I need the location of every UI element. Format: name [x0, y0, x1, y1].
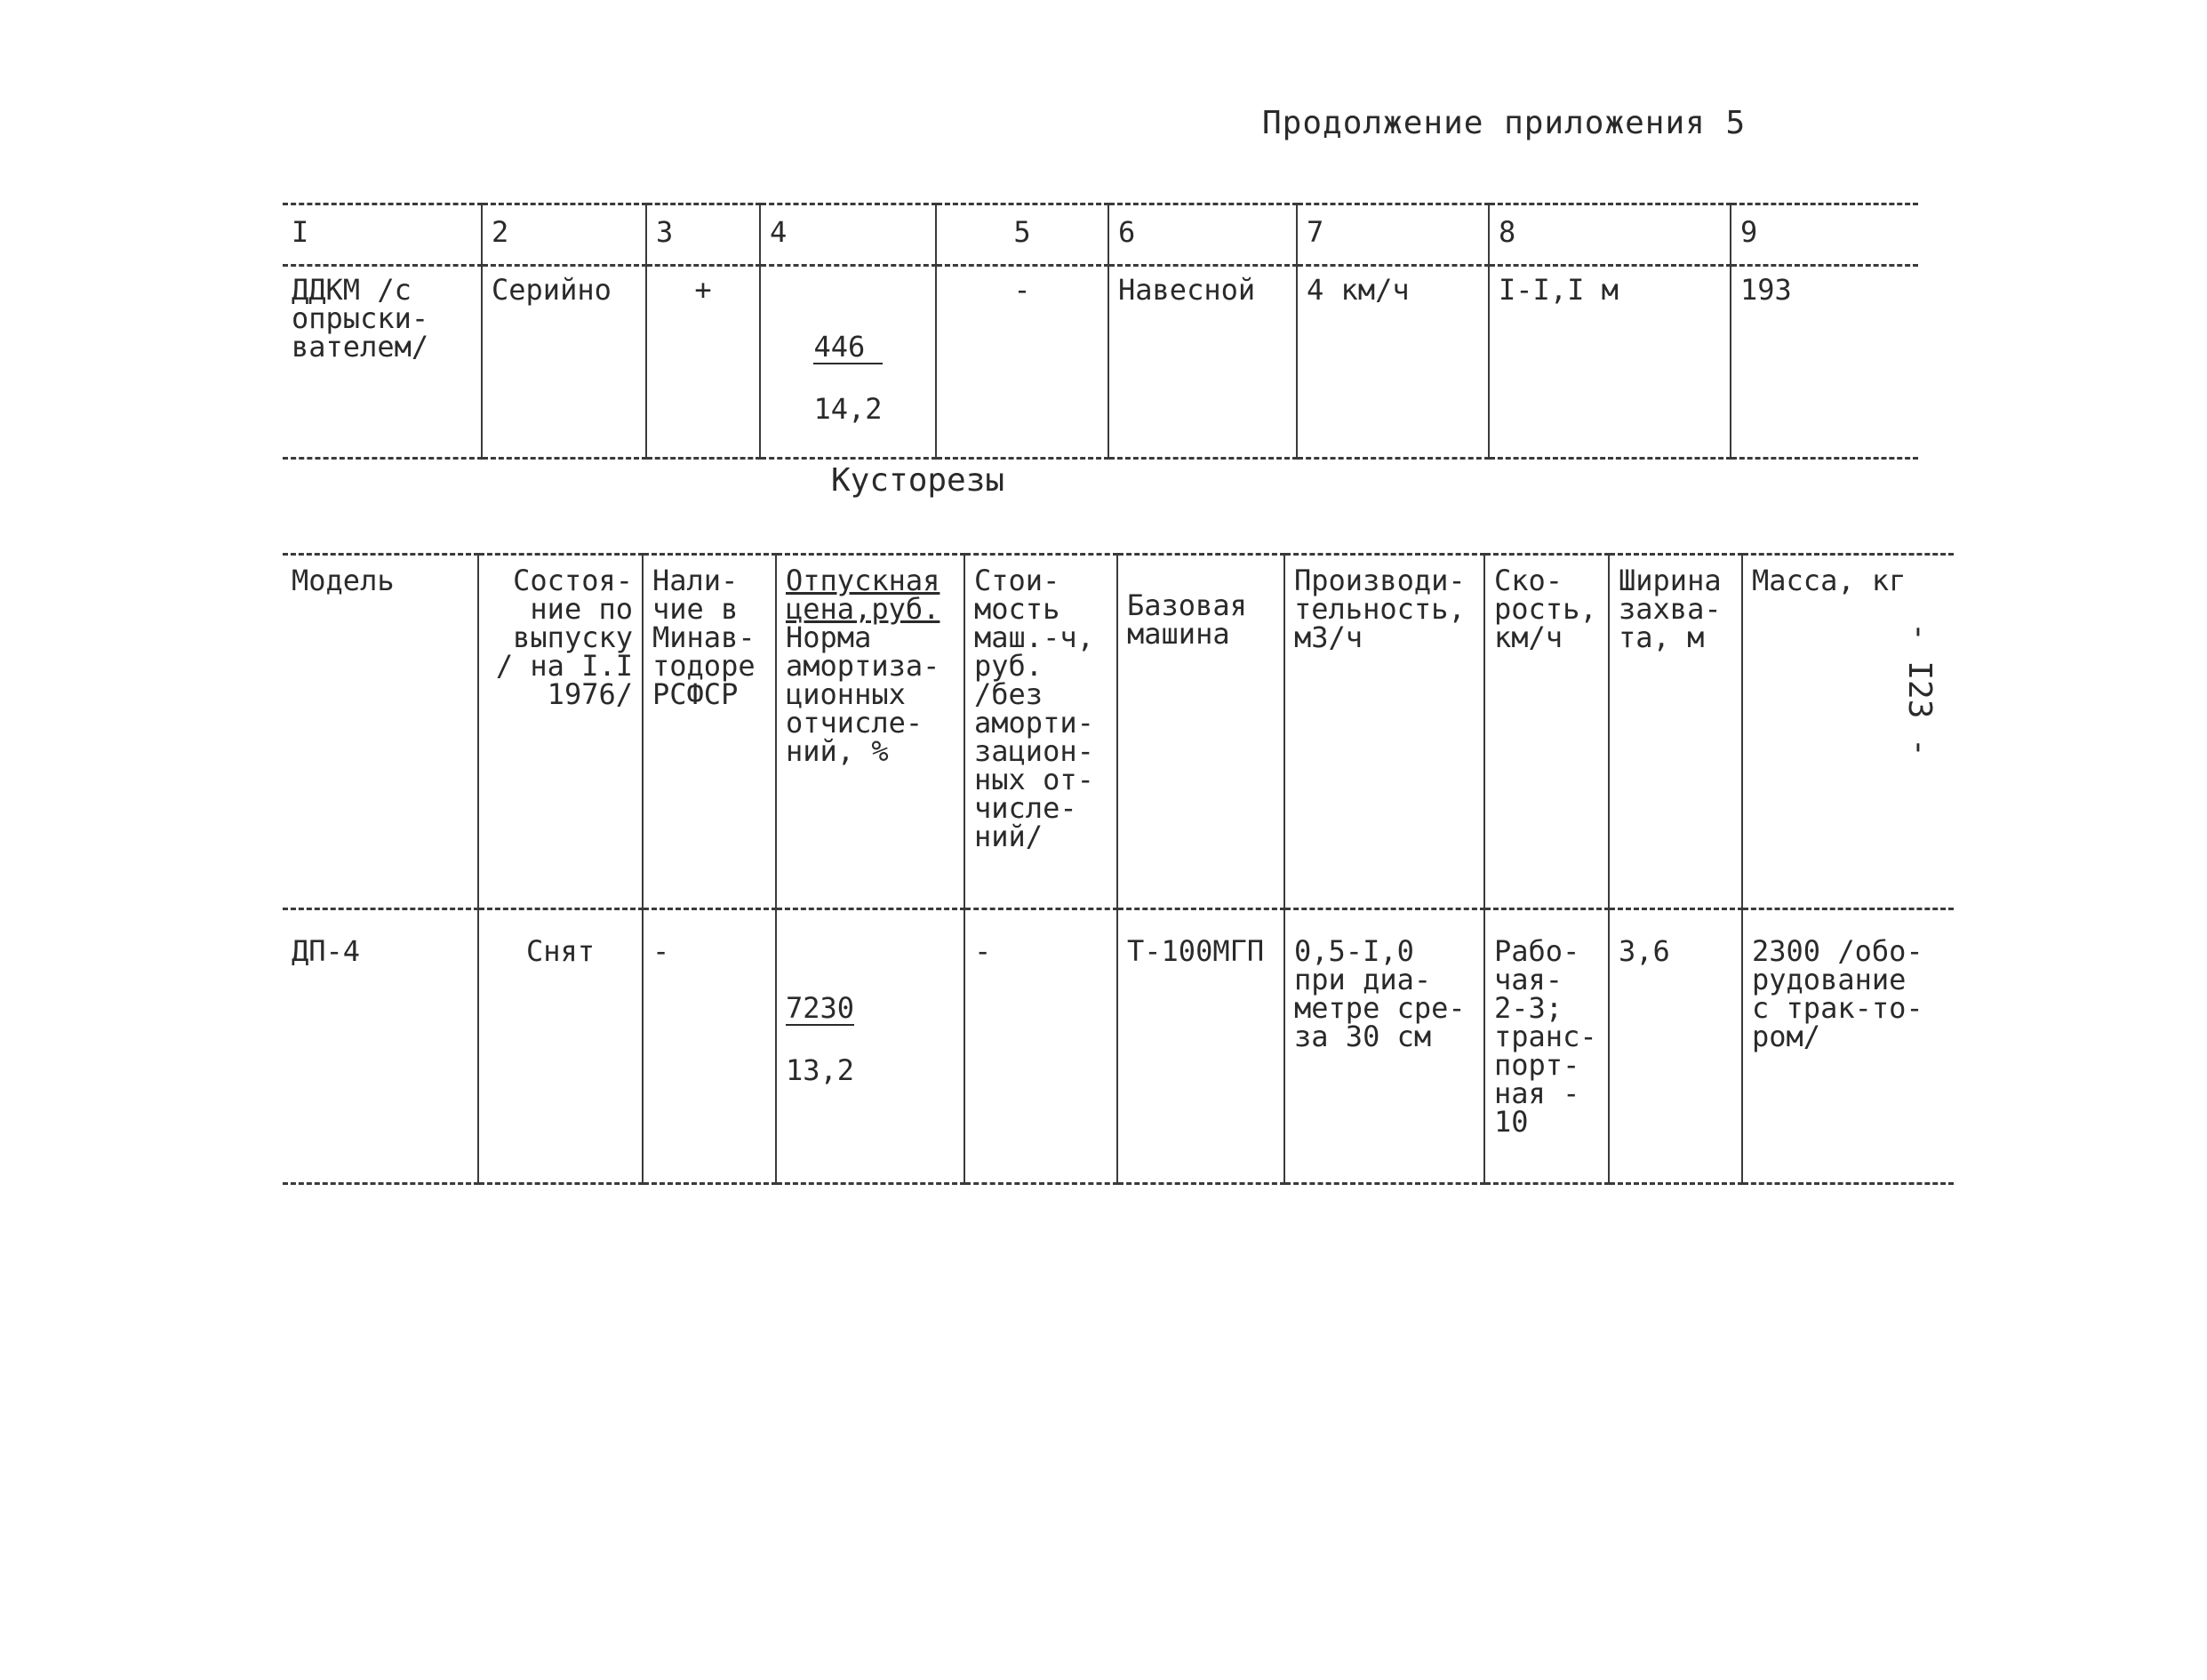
price-numerator: 7230 — [786, 991, 855, 1025]
base-machine-header: Базовая машина — [1117, 555, 1284, 909]
mass-cell: 2300 /обо- рудование с трак-то- ром/ — [1742, 909, 1954, 1184]
price-denominator: 14,2 — [813, 392, 883, 426]
cost-header: Стои- мость маш.-ч, руб. /без аморти- зацион- ных от- числе- ний/ — [964, 555, 1117, 909]
column-number: 4 — [760, 204, 936, 266]
width-header: Ширина захва- та, м — [1609, 555, 1742, 909]
width-cell: 3,6 — [1609, 909, 1742, 1184]
price-header — [776, 555, 964, 909]
cost-cell: - — [936, 266, 1108, 459]
column-number: 3 — [646, 204, 760, 266]
availability-cell: + — [646, 266, 760, 459]
price-cell — [760, 266, 936, 459]
appendix-continuation-heading: Продолжение приложения 5 — [1262, 105, 1747, 141]
base-machine-cell: Т-100МГП — [1117, 909, 1284, 1184]
state-cell: Серийно — [482, 266, 646, 459]
column-number: 5 — [936, 204, 1108, 266]
price-fraction — [813, 304, 882, 452]
header-row — [283, 555, 1954, 909]
table-row — [283, 909, 1954, 1184]
cost-cell: - — [964, 909, 1117, 1184]
speed-header: Ско- рость, км/ч — [1484, 555, 1609, 909]
base-machine-cell: Навесной — [1108, 266, 1297, 459]
speed-cell: Рабо- чая- 2-3; транс- порт- ная - 10 — [1484, 909, 1609, 1184]
productivity-cell: 4 км/ч — [1297, 266, 1489, 459]
mass-header: Масса, кг — [1742, 555, 1954, 909]
availability-header: Нали- чие в Минав- тодоре РСФСР — [643, 555, 776, 909]
price-denominator: 13,2 — [786, 1053, 855, 1087]
model-cell: ДДКМ /с опрыски- вателем/ — [283, 266, 482, 459]
speed-cell: I-I,I м — [1489, 266, 1731, 459]
state-header: Состоя- ние по выпуску / на I.I 1976/ — [478, 555, 643, 909]
section-title: Кусторезы — [831, 462, 1005, 499]
model-header: Модель — [283, 555, 478, 909]
column-number: 8 — [1489, 204, 1731, 266]
column-numbers-row — [283, 204, 1918, 266]
width-cell: 193 — [1731, 266, 1918, 459]
column-number: I — [283, 204, 482, 266]
column-number: 6 — [1108, 204, 1297, 266]
price-header-top: Отпускная цена,руб. — [786, 564, 940, 626]
continuation-table — [283, 203, 1918, 460]
column-number: 7 — [1297, 204, 1489, 266]
availability-cell: - — [643, 909, 776, 1184]
price-fraction — [786, 965, 854, 1113]
price-header-bottom: Норма амортиза- ционных отчисле- ний, % — [786, 620, 940, 768]
model-cell: ДП-4 — [283, 909, 478, 1184]
page-number: - I23 - — [1901, 622, 1938, 757]
state-cell: Снят — [478, 909, 643, 1184]
column-number: 2 — [482, 204, 646, 266]
productivity-header: Производи- тельность, м3/ч — [1284, 555, 1484, 909]
brush-cutters-table — [283, 553, 1954, 1185]
price-numerator: 446 — [813, 332, 882, 364]
column-number: 9 — [1731, 204, 1918, 266]
table-row — [283, 266, 1918, 459]
price-cell — [776, 909, 964, 1184]
productivity-cell: 0,5-I,0 при диа- метре сре- за 30 см — [1284, 909, 1484, 1184]
